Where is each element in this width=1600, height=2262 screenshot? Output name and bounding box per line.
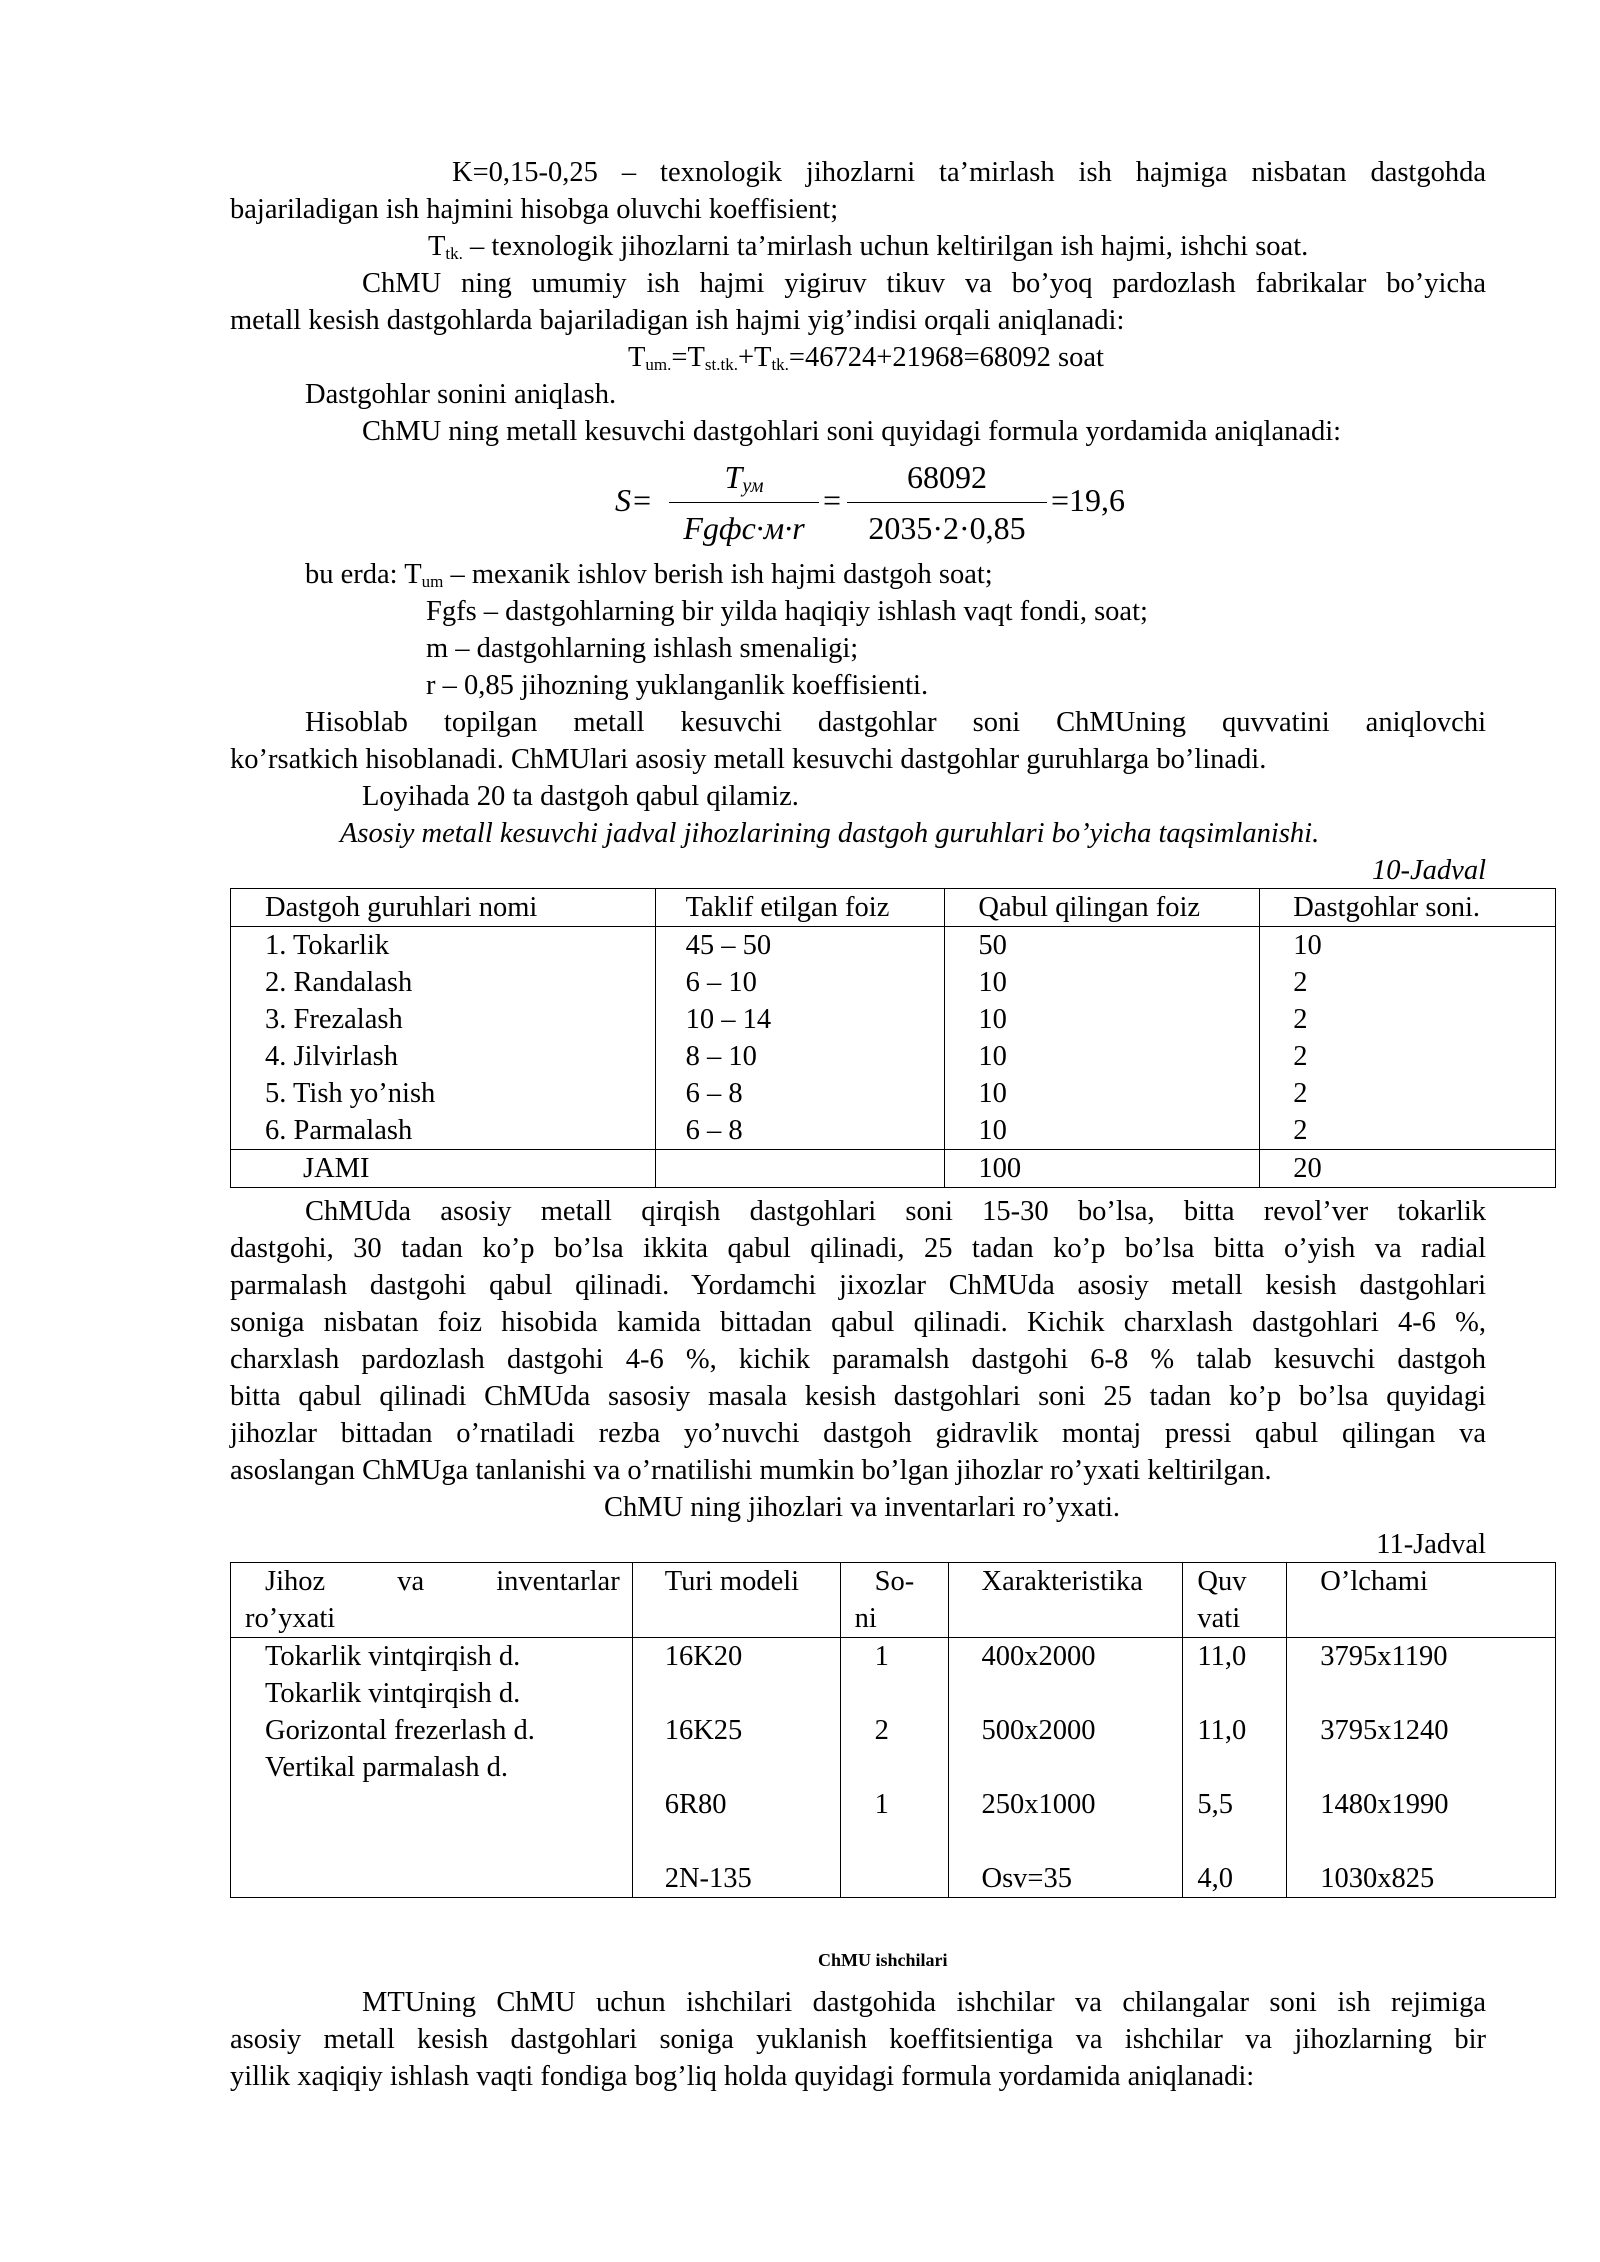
table-row: 5. Tish yo’nish bbox=[265, 1078, 436, 1109]
table-row: 2. Randalash bbox=[265, 967, 413, 998]
table10-accepted-list: 50 10 10 10 10 10 bbox=[978, 930, 1007, 1146]
table10-total-label: JAMI bbox=[303, 1153, 370, 1184]
formula-fraction-symbolic bbox=[669, 452, 819, 553]
section-heading-workers: ChMU ishchilari bbox=[818, 1950, 948, 1970]
table10-total-accepted: 100 bbox=[978, 1153, 1022, 1184]
hisob-line2: ko’rsatkich hisoblanadi. ChMUlari asosiy metall kesuvchi dastgohlar guruhlarga bo’linadi. bbox=[230, 744, 1267, 775]
table10-header-row bbox=[231, 889, 1556, 927]
k-coefficient-line1: K=0,15-0,25 – texnologik jihozlarni ta’mirlash ish hajmiga nisbatan dastgohda bbox=[452, 157, 1486, 188]
hisob-line1: Hisoblab topilgan metall kesuvchi dastgohlar soni ChMUning quvvatini aniqlovchi bbox=[305, 707, 1486, 738]
table10-label: 10-Jadval bbox=[1372, 855, 1486, 886]
formula-numerator-numeric: 68092 bbox=[907, 459, 987, 495]
table10-caption: Asosiy metall kesuvchi jadval jihozlarining dastgoh guruhlari bo’yicha taqsimlanishi. bbox=[340, 818, 1320, 849]
table11-header-count: So- ni bbox=[854, 1566, 915, 1634]
table10-total-count: 20 bbox=[1293, 1153, 1322, 1184]
table-row: 1. Tokarlik bbox=[265, 930, 390, 961]
table-row: 4. Jilvirlash bbox=[265, 1041, 398, 1072]
chmuda-line2: dastgohi, 30 tadan ko’p bo’lsa ikkita qabul qilinadi, 25 tadan ko’p bo’lsa bitta o’yish va radial bbox=[230, 1233, 1486, 1264]
formula-result: =19,6 bbox=[1051, 482, 1126, 518]
ttk-definition: $T_{tk.}$ – texnologik jihozlarni ta’mirlash uchun keltirilgan ish hajmi, ishchi soat. bbox=[428, 231, 1309, 263]
table10-header-count: Dastgohlar soni. bbox=[1293, 892, 1481, 923]
formula-equals: = bbox=[823, 482, 842, 518]
table10-total-row bbox=[231, 1150, 1556, 1188]
mtu-line2: asosiy metall kesish dastgohlari soniga yuklanish koeffitsientiga va ishchilar va jihozlarning bir bbox=[230, 2024, 1486, 2055]
mtu-line1: MTUning ChMU uchun ishchilari dastgohida ishchilar va chilangalar soni ish rejimiga bbox=[362, 1987, 1486, 2018]
chmu-total-line1: ChMU ning umumiy ish hajmi yigiruv tikuv va bo’yoq pardozlash fabrikalar bo’yicha bbox=[362, 268, 1486, 299]
chmuda-line6: bitta qabul qilinadi ChMUda sasosiy masala kesish dastgohlari soni 25 tadan ko’p bo’lsa quyidagi bbox=[230, 1381, 1486, 1412]
table-row: 6. Parmalash bbox=[265, 1115, 413, 1146]
formula-lhs: S= bbox=[615, 482, 653, 518]
sum-formula: $T_{um.}=T_{st.tk.}+T_{tk.}=46724+21968=68092$ soat bbox=[628, 342, 1104, 374]
list-item: Tokarlik vintqirqish d. bbox=[265, 1641, 521, 1672]
table11 bbox=[230, 1562, 1556, 1898]
chmuda-line8: asoslangan ChMUga tanlanishi va o’rnatilishi mumkin bo’lgan jihozlar ro’yxati keltirilgan. bbox=[230, 1455, 1272, 1486]
table11-names bbox=[231, 1638, 632, 1897]
table11-body-row bbox=[231, 1638, 1556, 1898]
table11-header-model: Turi modeli bbox=[664, 1566, 800, 1597]
table-row: 3. Frezalash bbox=[265, 1004, 403, 1035]
chmuda-line7: jihozlar bittadan o’rnatiladi rezba yo’nuvchi dastgoh gidravlik montaj pressi qabul qilingan va bbox=[230, 1418, 1486, 1449]
where-r: r – 0,85 jihozning yuklanganlik koeffisienti. bbox=[426, 670, 929, 701]
machine-count-formula bbox=[615, 452, 1135, 562]
table10-header-accepted: Qabul qilingan foiz bbox=[978, 892, 1201, 923]
where-fgfs: Fgfs – dastgohlarning bir yilda haqiqiy ishlash vaqt fondi, soat; bbox=[426, 596, 1148, 627]
formula-fraction-numeric bbox=[847, 452, 1047, 553]
list-item: Tokarlik vintqirqish d. bbox=[265, 1678, 521, 1709]
where-tum: bu erda: $T_{um}$ – mexanik ishlov berish ish hajmi dastgoh soat; bbox=[305, 559, 993, 591]
formula-denominator-numeric: 2035·2·0,85 bbox=[868, 510, 1026, 546]
chmuda-line1: ChMUda asosiy metall qirqish dastgohlari soni 15-30 bo’lsa, bitta revol’ver tokarlik bbox=[305, 1196, 1486, 1227]
table11-caption: ChMU ning jihozlari va inventarlari ro’yxati. bbox=[604, 1492, 1121, 1523]
mtu-line3: yillik xaqiqiy ishlash vaqti fondiga bog’liq holda quyidagi formula yordamida aniqlanadi: bbox=[230, 2061, 1255, 2092]
loyiha-line: Loyihada 20 ta dastgoh qabul qilamiz. bbox=[362, 781, 799, 812]
table11-characteristics: 400x2000 500x2000 250x1000 Osv=35 bbox=[981, 1641, 1096, 1894]
table11-header-items: Jihoz va inventarlar ro’yxati bbox=[245, 1566, 620, 1634]
table11-header-row bbox=[231, 1563, 1556, 1638]
formula-intro: ChMU ning metall kesuvchi dastgohlari soni quyidagi formula yordamida aniqlanadi: bbox=[362, 416, 1342, 447]
list-item: Vertikal parmalash d. bbox=[265, 1752, 508, 1783]
section-title-dastgohlar: Dastgohlar sonini aniqlash. bbox=[305, 379, 617, 410]
table10-body-row bbox=[231, 927, 1556, 1150]
table10-header-group: Dastgoh guruhlari nomi bbox=[265, 892, 538, 923]
table10-proposed-list: 45 – 50 6 – 10 10 – 14 8 – 10 6 – 8 6 – 8 bbox=[685, 930, 772, 1146]
table10 bbox=[230, 888, 1556, 1188]
formula-denominator-symbolic: Fgфс·м·r bbox=[683, 510, 805, 546]
list-item: Gorizontal frezerlash d. bbox=[265, 1715, 535, 1746]
table10-group-list bbox=[231, 927, 655, 1149]
chmuda-line5: charxlash pardozlash dastgohi 4-6 %, kichik paramalsh dastgohi 6-8 % talab kesuvchi dastgoh bbox=[230, 1344, 1486, 1375]
table11-models: 16K20 16K25 6R80 2N-135 bbox=[664, 1641, 752, 1894]
chmu-total-line2: metall kesish dastgohlarda bajariladigan ish hajmi yig’indisi orqali aniqlanadi: bbox=[230, 305, 1125, 336]
table11-header-characteristics: Xarakteristika bbox=[981, 1566, 1143, 1597]
chmuda-line4: soniga nisbatan foiz hisobida kamida bittadan qabul qilinadi. Kichik charxlash dastgohlari 4-6 %, bbox=[230, 1307, 1486, 1338]
table11-header-power: Quv vati bbox=[1197, 1566, 1247, 1634]
formula-numerator-symbolic: $T_{ум}$ bbox=[724, 459, 764, 497]
table11-sizes: 3795x1190 3795x1240 1480x1990 1030x825 bbox=[1320, 1641, 1449, 1894]
chmuda-line3: parmalash dastgohi qabul qilinadi. Yordamchi jixozlar ChMUda asosiy metall kesish dastgohlari bbox=[230, 1270, 1486, 1301]
where-m: m – dastgohlarning ishlash smenaligi; bbox=[426, 633, 859, 664]
table11-label: 11-Jadval bbox=[1376, 1529, 1486, 1560]
table11-power: 11,0 11,0 5,5 4,0 bbox=[1197, 1641, 1247, 1894]
table11-counts: 1 2 1 bbox=[874, 1641, 889, 1820]
table10-header-proposed: Taklif etilgan foiz bbox=[685, 892, 890, 923]
k-coefficient-line2: bajariladigan ish hajmini hisobga oluvchi koeffisient; bbox=[230, 194, 839, 225]
table10-count-list: 10 2 2 2 2 2 bbox=[1293, 930, 1322, 1146]
table11-header-size: O’lchami bbox=[1320, 1566, 1428, 1597]
